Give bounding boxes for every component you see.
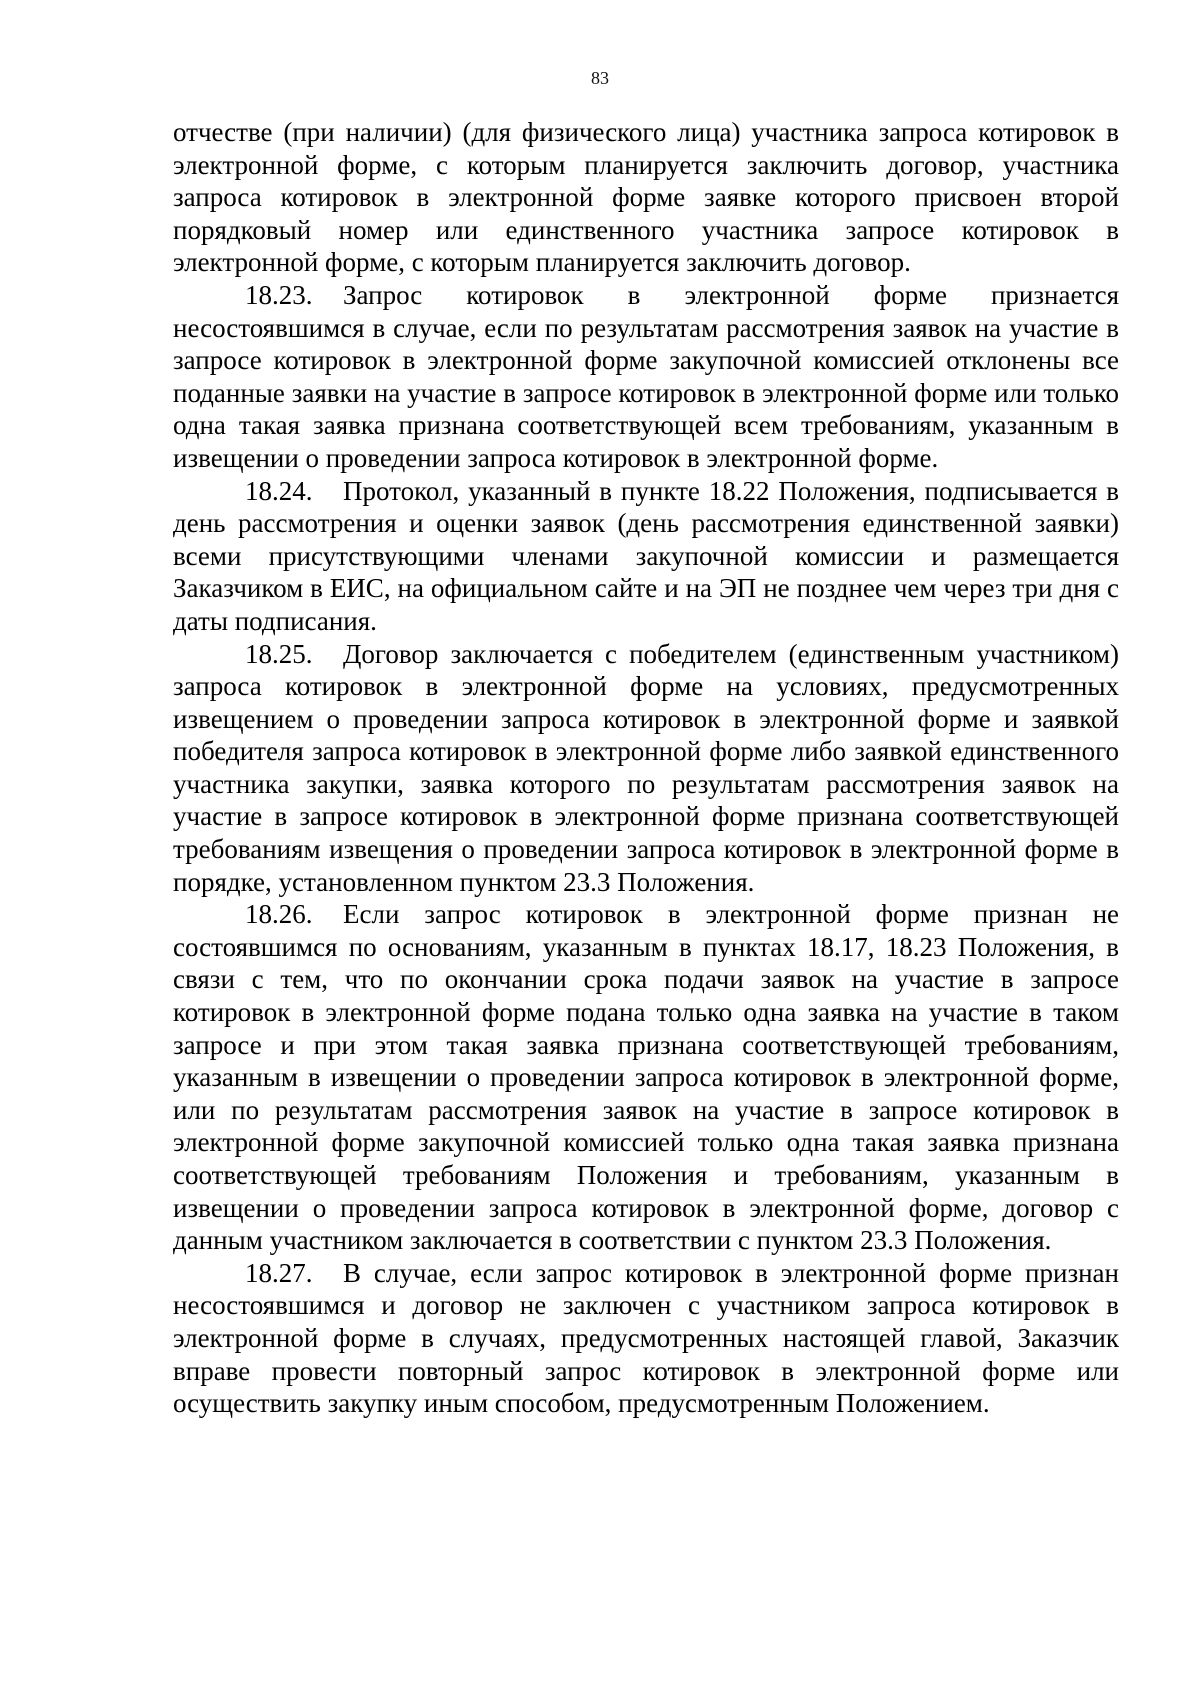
- paragraph-18-24: [173, 475, 1119, 638]
- paragraph-number: 18.25.: [245, 638, 313, 669]
- paragraph-text: отчестве (при наличии) (для физического лица) участника запроса котировок в электронной форме, с которым планируется заключить договор, участника запроса котировок в электронной форме заявке которого присвоен второй порядковый номер или единственного участника запросе котировок в электронной форме, с которым планируется заключить договор.: [173, 117, 1119, 278]
- paragraph-text: В случае, если запрос котировок в электронной форме признан несостоявшимся и договор не заключен с участником запроса котировок в электронной форме в случаях, предусмотренных настоящей главой, Заказчик вправе провести повторный запрос котировок в электронной форме или осуществить закупку иным способом, предусмотренным Положением.: [173, 1257, 1119, 1419]
- paragraph-18-23: [173, 279, 1119, 475]
- paragraph-18-27: [173, 1257, 1119, 1420]
- paragraph-text: Договор заключается с победителем (единственным участником) запроса котировок в электронной форме на условиях, предусмотренных извещением о проведении запроса котировок в электронной форме и заявкой победителя запроса котировок в электронной форме либо заявкой единственного участника закупки, заявка которого по результатам рассмотрения заявок на участие в запросе котировок в электронной форме признана соответствующей требованиям извещения о проведении запроса котировок в электронной форме в порядке, установленном пунктом 23.3 Положения.: [173, 638, 1119, 897]
- paragraph-text: Если запрос котировок в электронной форме признан не состоявшимся по основаниям, указанным в пунктах 18.17, 18.23 Положения, в связи с тем, что по окончании срока подачи заявок на участие в запросе котировок в электронной форме подана только одна заявка на участие в таком запросе и при этом такая заявка признана соответствующей требованиям, указанным в извещении о проведении запроса котировок в электронной форме, или по результатам рассмотрения заявок на участие в запросе котировок в электронной форме закупочной комиссией только одна такая заявка признана соответствующей требованиям Положения и требованиям, указанным в извещении о проведении запроса котировок в электронной форме, договор с данным участником заключается в соответствии с пунктом 23.3 Положения.: [173, 899, 1119, 1256]
- page-number: 83: [591, 68, 609, 88]
- paragraph-number: 18.26.: [245, 899, 313, 930]
- paragraph-number: 18.23.: [245, 279, 313, 310]
- paragraph-number: 18.24.: [245, 475, 313, 506]
- paragraph-18-26: [173, 898, 1119, 1257]
- paragraph-text: Протокол, указанный в пункте 18.22 Положения, подписывается в день рассмотрения и оценки заявок (день рассмотрения единственной заявки) всеми присутствующими членами закупочной комиссии и размещается Заказчиком в ЕИС, на официальном сайте и на ЭП не позднее чем через три дня с даты подписания.: [173, 475, 1119, 636]
- paragraph-text: Запрос котировок в электронной форме признается несостоявшимся в случае, если по результатам рассмотрения заявок на участие в запросе котировок в электронной форме закупочной комиссией отклонены все поданные заявки на участие в запросе котировок в электронной форме или только одна такая заявка признана соответствующей всем требованиям, указанным в извещении о проведении запроса котировок в электронной форме.: [173, 279, 1119, 473]
- paragraph-number: 18.27.: [245, 1257, 313, 1288]
- paragraph-continuation: [173, 116, 1119, 279]
- document-body: [173, 116, 1119, 1420]
- paragraph-18-25: [173, 638, 1119, 899]
